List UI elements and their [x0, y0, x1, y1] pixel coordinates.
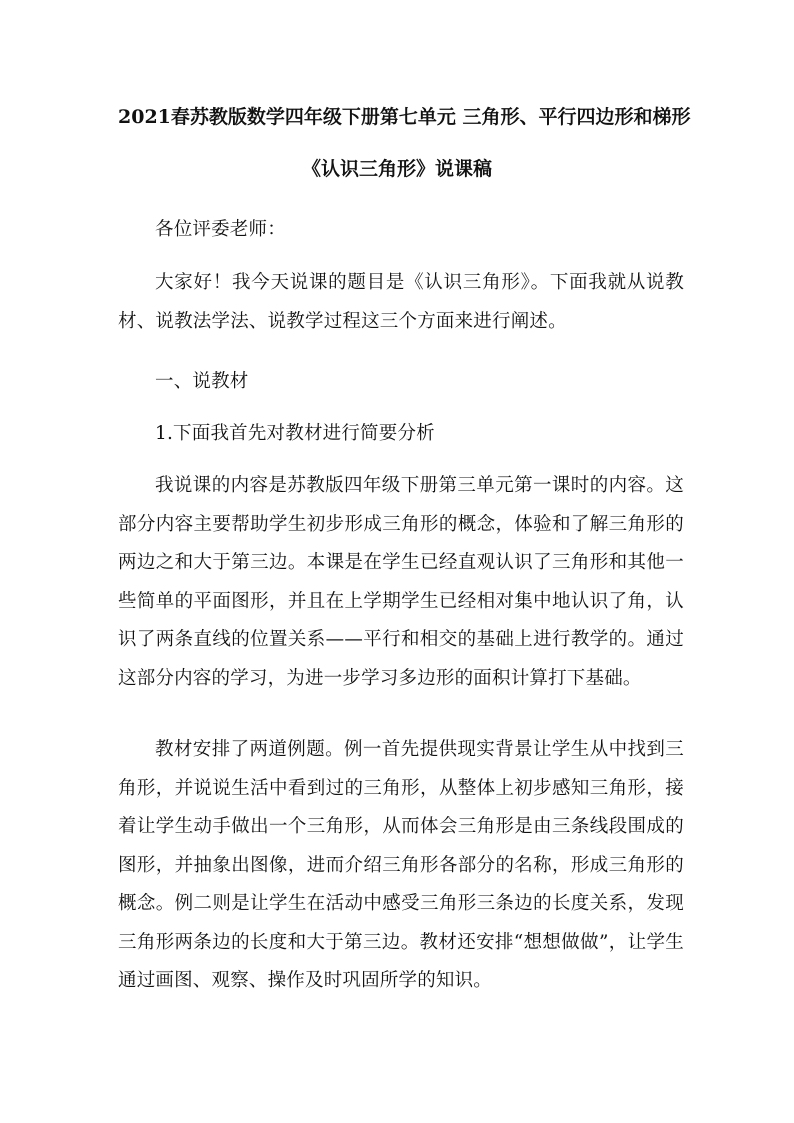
content-paragraph: 我说课的内容是苏教版四年级下册第三单元第一课时的内容。这部分内容主要帮助学生初步形成三角形的概念，体验和了解三角形的两边之和大于第三边。本课是在学生已经直观认识了三角形和其他一些简单的平面图形，并且在上学期学生已经相对集中地认识了角，认识了两条直线的位置关系——平行和相交的基础上进行教学的。通过这部分内容的学习，为进一步学习多边形的面积计算打下基础。: [118, 475, 684, 689]
document-title-line2: 《认识三角形》说课稿: [301, 158, 492, 180]
greeting-paragraph: 各位评委老师：: [155, 219, 286, 240]
document-title-line1: 2021春苏教版数学四年级下册第七单元 三角形、平行四边形和梯形: [118, 106, 691, 128]
arrangement-paragraph: 教材安排了两道例题。例一首先提供现实背景让学生从中找到三角形，并说说生活中看到过的三角形，从整体上初步感知三角形，接着让学生动手做出一个三角形，从而体会三角形是由三条线段围成的图形，并抽象出图像，进而介绍三角形各部分的名称，形成三角形的概念。例二则是让学生在活动中感受三角形三条边的长度关系，发现三角形两条边的长度和大于第三边。教材还安排“想想做做”，让学生通过画图、观察、操作及时巩固所学的知识。: [118, 739, 684, 991]
subsection-heading-analysis: 1.下面我首先对教材进行简要分析: [155, 423, 435, 444]
intro-paragraph: 大家好！我今天说课的题目是《认识三角形》。下面我就从说教材、说教法学法、说教学过程这三个方面来进行阐述。: [118, 272, 684, 332]
section-heading-textbook: 一、说教材: [155, 371, 249, 392]
